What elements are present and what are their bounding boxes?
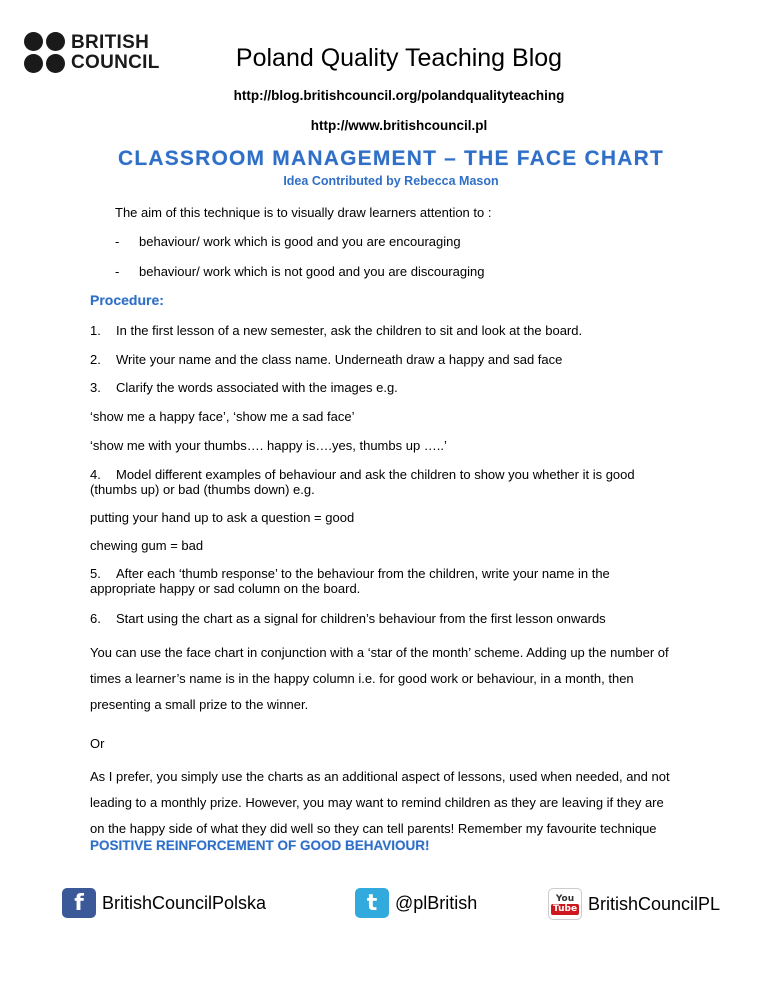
closing-heading: POSITIVE REINFORCEMENT OF GOOD BEHAVIOUR!: [90, 838, 430, 853]
logo-text: BRITISH COUNCIL: [71, 32, 160, 73]
twitter-link[interactable]: [355, 888, 477, 918]
bullet-item: - behaviour/ work which is not good and you are discouraging: [115, 264, 485, 279]
facebook-icon: f: [62, 888, 96, 918]
bullet-item: - behaviour/ work which is good and you are encouraging: [115, 234, 461, 249]
article-subtitle: Idea Contributed by Rebecca Mason: [283, 174, 499, 188]
step-item: 5. After each ‘thumb response’ to the behaviour from the children, write your name in the appropriate happy or sad column on the board.: [90, 566, 610, 596]
facebook-link[interactable]: [62, 888, 266, 918]
paragraph: You can use the face chart in conjunction with a ‘star of the month’ scheme. Adding up the number of times a learner’s name is in the happy column i.e. for good work or behaviour, in a month, then presenting a small prize to the winner.: [90, 645, 669, 712]
step-item: 4. Model different examples of behaviour and ask the children to show you whether it is good (thumbs up) or bad (thumbs down) e.g.: [90, 467, 635, 497]
example-text: chewing gum = bad: [90, 538, 204, 553]
procedure-heading: Procedure:: [90, 292, 164, 308]
article-title: CLASSROOM MANAGEMENT – THE FACE CHART: [117, 147, 665, 170]
step-item: 6. Start using the chart as a signal for children’s behaviour from the first lesson onwards: [90, 611, 606, 626]
intro-text: The aim of this technique is to visually draw learners attention to :: [115, 205, 492, 220]
site-url-link[interactable]: http://www.britishcouncil.pl: [310, 118, 488, 133]
twitter-label: @plBritish: [395, 892, 478, 913]
youtube-icon: You Tube: [548, 888, 582, 920]
blog-url-link[interactable]: http://blog.britishcouncil.org/polandqualityteaching: [233, 88, 565, 103]
youtube-link[interactable]: [548, 888, 720, 920]
step-item: 2. Write your name and the class name. Underneath draw a happy and sad face: [90, 352, 563, 367]
twitter-icon: t: [355, 888, 389, 918]
or-text: Or: [90, 736, 105, 751]
step-item: 3. Clarify the words associated with the images e.g.: [90, 380, 398, 395]
example-text: ‘show me a happy face’, ‘show me a sad face’: [90, 409, 355, 424]
paragraph: As I prefer, you simply use the charts as an additional aspect of lessons, used when needed, and not leading to a monthly prize. However, you may want to remind children as they are leaving if they are on the happy side of what they did well so they can tell parents! Remember my favourite technique: [90, 769, 670, 836]
facebook-label: BritishCouncilPolska: [102, 892, 267, 913]
youtube-label: BritishCouncilPL: [588, 893, 721, 914]
example-text: putting your hand up to ask a question = good: [90, 510, 355, 525]
step-item: 1. In the first lesson of a new semester, ask the children to sit and look at the board.: [90, 323, 583, 338]
example-text: ‘show me with your thumbs…. happy is….yes, thumbs up …..’: [90, 438, 447, 453]
blog-title: Poland Quality Teaching Blog: [235, 44, 563, 72]
